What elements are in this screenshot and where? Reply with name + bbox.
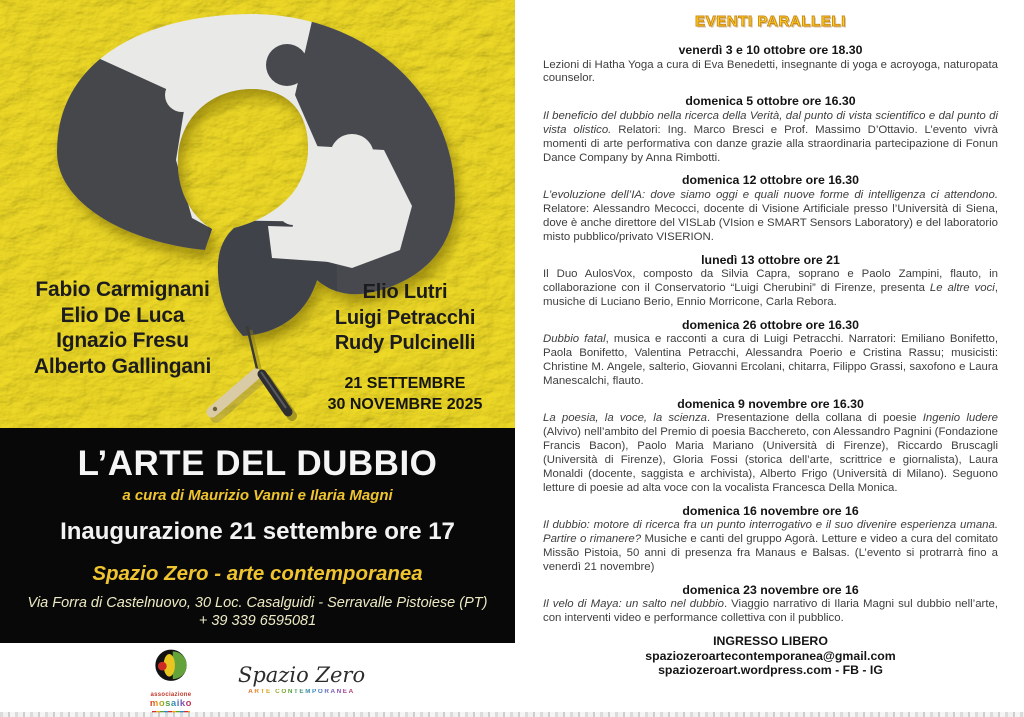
poster-title-band [0, 428, 515, 643]
event-date: domenica 9 novembre ore 16.30 [677, 396, 864, 411]
event-description: Dubbio fatal, musica e racconti a cura di Luigi Petracchi. Narratori: Emiliano Bonifetto, Paola Bonifetto, Valentina Petracchi, Alessandra Poerio e Cristina Rassu; musicisti: Christine M. Angele, salterio, Giovanni Ercolani, chitarra, Filippo Grassi, saxofono e Laura Manescalchi, flauto. [543, 333, 998, 387]
exhibition-date-start: 21 SETTEMBRE [344, 375, 466, 392]
curators-line: a cura di Maurizio Vanni e Ilaria Magni [122, 487, 393, 504]
artist-name: Elio Lutri [362, 281, 448, 303]
artist-name: Rudy Pulcinelli [334, 332, 476, 354]
venue-name: Spazio Zero - arte contemporanea [92, 562, 423, 585]
event-item [543, 583, 998, 626]
event-date: lunedì 13 ottobre ore 21 [701, 252, 840, 267]
event-date: domenica 12 ottobre ore 16.30 [681, 173, 859, 188]
artist-name: Luigi Petracchi [334, 306, 476, 329]
event-item [543, 173, 998, 244]
event-item [543, 397, 998, 496]
artists-column-right [298, 280, 512, 357]
event-description: Il beneficio del dubbio nella ricerca della Verità, dal punto di vista scientifico e dal punto di vista olistico. Relatori: Ing. Marco Bresci e Prof. Massimo D’Ottavio. L’evento vivrà momenti di arte performativa con danze grazie alla straordinaria partecipazione di Fonun Dance Company by Anna Rimbotti. [543, 109, 998, 164]
event-description: La poesia, la voce, la scienza. Presentazione della collana di poesie Ingenio ludere (Alvivo) nell’ambito del Premio di poesia Bacchereto, con Alessandro Pagnini (Fondazione Francis Bacon), Paolo Maria Mariano (Università di Firenze), Riccardo Bruscagli (Università di Firenze), Gloria Fossi (storica dell’arte, scrittrice e giornalista), Laura Monaldi (docente, saggista e archivista), Alberto Frigo (Università di Milano). Seguono letture di poesie ad alta voce con la vocalista Francesca Della Monica. [543, 412, 998, 494]
opening-line: Inaugurazione 21 settembre ore 17 [60, 518, 455, 545]
event-date: venerdì 3 e 10 ottobre ore 18.30 [678, 43, 863, 57]
event-description: L’evoluzione dell’IA: dove siamo oggi e quali nuove forme di intelligenza ci attendono. Relatore: Alessandro Mecocci, docente di Visione Artificiale presso l’Università di Siena, dove è anche direttore del VISLab (VIsion e SMART Sensors Laboratory) e del laboratorio misto pubblico/privato VISERION. [543, 188, 998, 243]
events-list [543, 43, 998, 626]
spazio-zero-logo [237, 662, 366, 695]
artist-name: Elio De Luca [60, 303, 185, 327]
event-item [543, 94, 998, 165]
exhibition-title: L’ARTE DEL DUBBIO [77, 444, 438, 483]
artist-name: Fabio Carmignani [35, 278, 210, 301]
artists-column-left [0, 277, 245, 379]
event-item [543, 504, 998, 575]
spazio-zero-logo-subtitle: ARTE CONTEMPORANEA [238, 689, 365, 695]
events-footer [543, 634, 998, 678]
mosaiko-logo [150, 647, 192, 713]
event-description: Il Duo AulosVox, composto da Silvia Capra, soprano e Paolo Zampini, flauto, in collaborazione con il Conservatorio “Luigi Cherubini” di Firenze, presenta Le altre voci, musiche di Luciano Berio, Ennio Morricone, Carla Rebora. [543, 268, 998, 308]
event-description: Il velo di Maya: un salto nel dubbio. Viaggio narrativo di Ilaria Magni sul dubbio nell’arte, con interventi video e performance collettiva con il pubblico. [543, 598, 999, 625]
event-date: domenica 23 novembre ore 16 [682, 582, 859, 597]
artist-name: Alberto Gallingani [33, 354, 212, 378]
event-item [543, 318, 998, 389]
event-item [543, 253, 998, 310]
mosaiko-logo-mark [151, 647, 191, 687]
mosaiko-logo-name: mosaiko [149, 698, 192, 710]
event-description: Lezioni di Hatha Yoga a cura di Eva Benedetti, insegnante di yoga e acroyoga, naturopata counselor. [543, 58, 998, 85]
next-page-edge [0, 712, 1024, 717]
footer-line: INGRESSO LIBERO [713, 634, 828, 649]
parallel-events-panel [515, 0, 1024, 717]
event-date: domenica 16 novembre ore 16 [682, 503, 859, 518]
spazio-zero-logo-script: Spazio Zero [237, 662, 366, 687]
events-header: EVENTI PARALLELI [695, 13, 846, 30]
event-item [543, 43, 998, 86]
event-date: domenica 26 ottobre ore 16.30 [681, 317, 859, 332]
footer-line: spaziozeroart.wordpress.com - FB - IG [658, 663, 883, 678]
artist-name: Ignazio Fresu [56, 329, 189, 352]
mosaiko-logo-text: associazione [150, 692, 192, 699]
event-description: Il dubbio: motore di ricerca fra un punto interrogativo e il suo divenire esperienza umana. Partire o rimanere? Musiche e canti del gruppo Agorà. Letture e video a cura del comitato Missão Pistoia, 50 anni di presenza fra Manaus e Balsas. (L’evento si protrarrà fino a venerdì 21 novembre) [543, 519, 998, 574]
poster-logo-strip [0, 643, 515, 717]
exhibition-date-end: 30 NOVEMBRE 2025 [327, 396, 483, 413]
footer-line: spaziozeroartecontemporanea@gmail.com [645, 648, 896, 663]
exhibition-dates [298, 373, 512, 415]
event-date: domenica 5 ottobre ore 16.30 [685, 94, 856, 109]
venue-address: Via Forra di Castelnuovo, 30 Loc. Casalguidi - Serravalle Pistoiese (PT) [27, 595, 488, 611]
venue-phone: + 39 339 6595081 [198, 613, 317, 629]
